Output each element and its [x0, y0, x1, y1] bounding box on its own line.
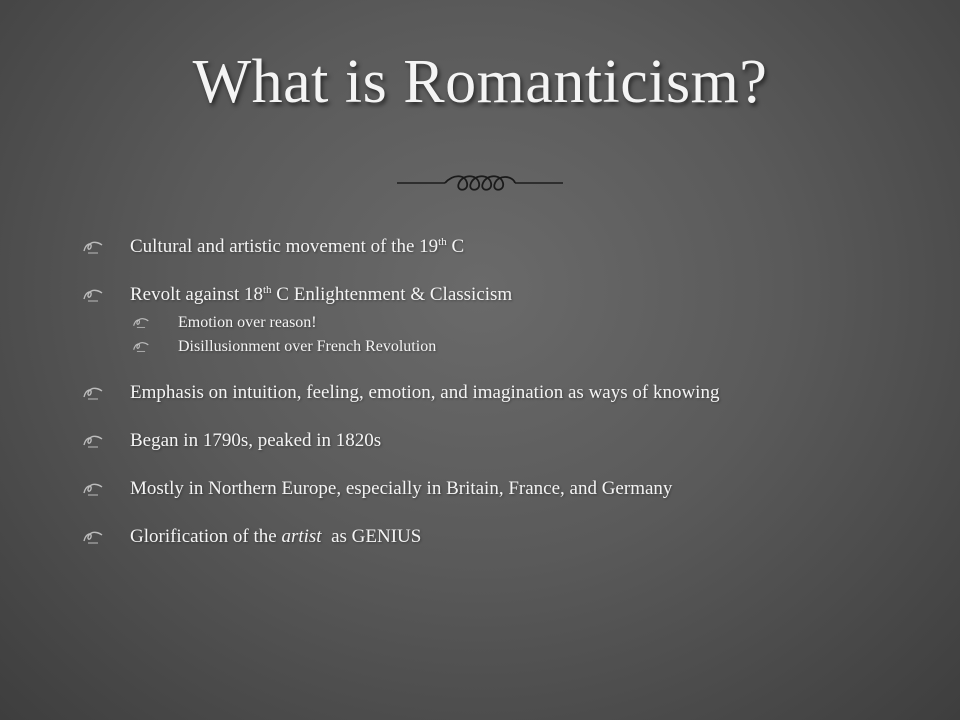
bullet-item-3 — [82, 380, 942, 406]
quill-curl-bullet-icon — [82, 529, 104, 545]
quill-curl-bullet-icon — [82, 385, 104, 401]
bullet-item-1 — [82, 234, 942, 260]
quill-curl-bullet-icon — [132, 340, 150, 353]
bullet-text: Mostly in Northern Europe, especially in Britain, France, and Germany — [130, 478, 673, 499]
bullet-text: Glorification of the artist as GENIUS — [130, 526, 422, 547]
scroll-ornament-icon — [395, 168, 565, 198]
bullet-text: Disillusionment over French Revolution — [178, 338, 437, 355]
bullet-text: Began in 1790s, peaked in 1820s — [130, 430, 382, 451]
bullet-list — [82, 228, 942, 550]
bullet-text: Revolt against 18th C Enlightenment & Classicism — [130, 284, 513, 305]
bullet-text: Emotion over reason! — [178, 314, 317, 331]
bullet-item-2 — [82, 282, 942, 308]
quill-curl-bullet-icon — [82, 287, 104, 303]
quill-curl-bullet-icon — [82, 433, 104, 449]
sub-bullet-item-2 — [82, 336, 942, 358]
bullet-item-5 — [82, 476, 942, 502]
quill-curl-bullet-icon — [132, 316, 150, 329]
quill-curl-bullet-icon — [82, 239, 104, 255]
bullet-text: Cultural and artistic movement of the 19th C — [130, 236, 465, 257]
quill-curl-bullet-icon — [82, 481, 104, 497]
bullet-item-6 — [82, 524, 942, 550]
bullet-text: Emphasis on intuition, feeling, emotion, and imagination as ways of knowing — [130, 382, 720, 403]
bullet-item-4 — [82, 428, 942, 454]
sub-bullet-item-1 — [82, 312, 942, 334]
slide-title: What is Romanticism? — [192, 48, 768, 116]
